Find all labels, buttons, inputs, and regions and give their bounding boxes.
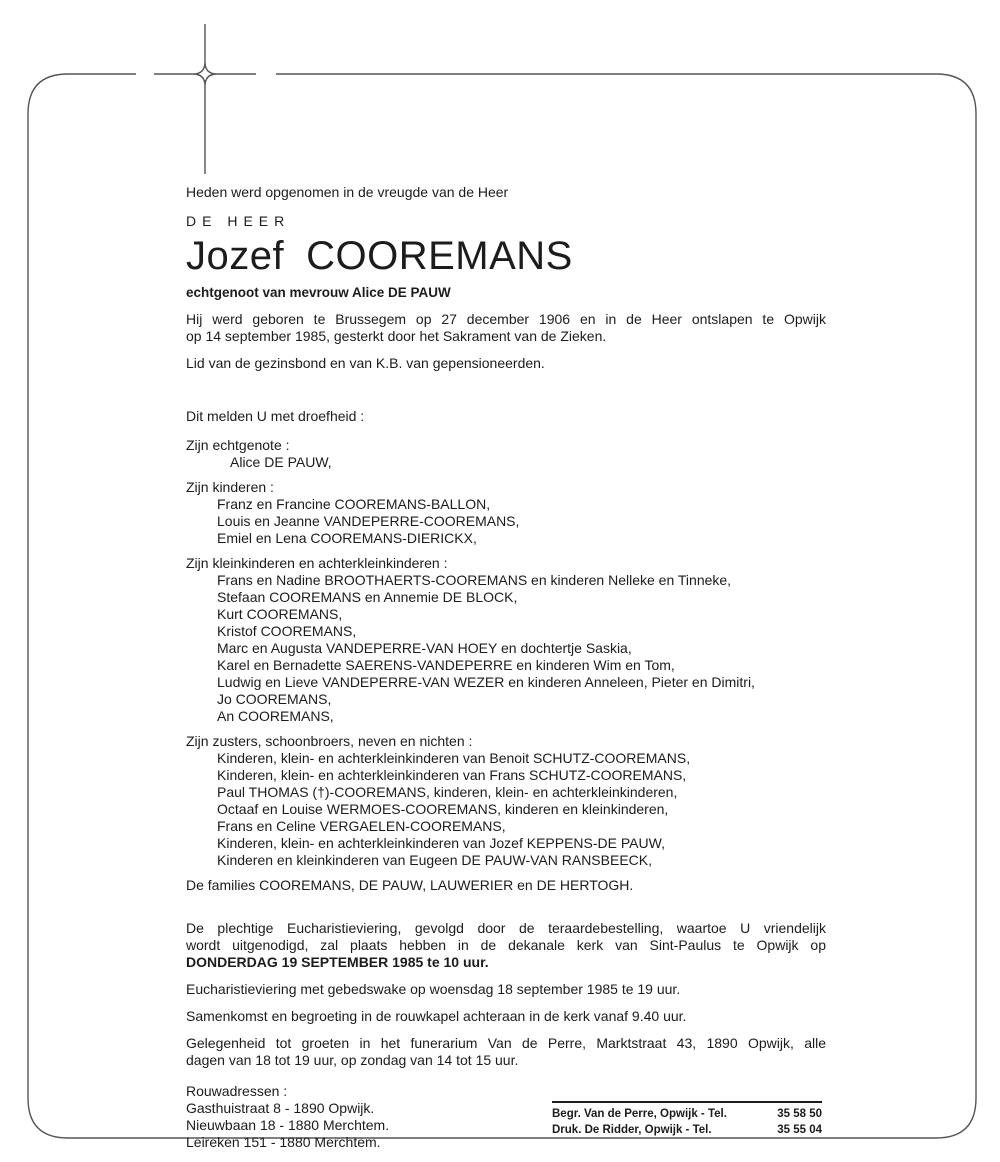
children-list <box>186 496 826 547</box>
list-item: An COOREMANS, <box>217 708 334 724</box>
address-item: Leireken 151 - 1880 Merchtem. <box>186 1134 381 1150</box>
visit-line-2: dagen van 18 tot 19 uur, op zondag van 14 tot 15 uur. <box>186 1052 519 1068</box>
printer-line-2-text: Druk. De Ridder, Opwijk - Tel. <box>552 1124 712 1136</box>
list-item: Kinderen, klein- en achterkleinkinderen van Frans SCHUTZ-COOREMANS, <box>217 767 687 783</box>
list-item: Karel en Bernadette SAERENS-VANDEPERRE en kinderen Wim en Tom, <box>217 657 675 673</box>
visit-line-1: Gelegenheid tot groeten in het funerarium Van de Perre, Marktstraat 43, 1890 Opwijk, alle <box>186 1035 826 1051</box>
printer-line-1-text: Begr. Van de Perre, Opwijk - Tel. <box>552 1108 727 1120</box>
announcement-text: Dit melden U met droefheid : <box>186 408 365 424</box>
list-item: Jo COOREMANS, <box>217 691 332 707</box>
list-item: Kinderen, klein- en achterkleinkinderen van Jozef KEPPENS-DE PAUW, <box>217 835 665 851</box>
addresses-heading: Rouwadressen : <box>186 1083 288 1099</box>
ceremony-line-2: wordt uitgenodigd, zal plaats hebben in de dekanale kerk van Sint-Paulus te Opwijk op <box>186 937 826 953</box>
grandchildren-heading: Zijn kleinkinderen en achterkleinkinderen : <box>186 555 448 571</box>
spouse-name: Alice DE PAUW, <box>230 454 332 470</box>
first-name: Jozef <box>186 234 285 278</box>
ceremony-date: DONDERDAG 19 SEPTEMBER 1985 te 10 uur. <box>186 954 489 970</box>
list-item: Kristof COOREMANS, <box>217 623 357 639</box>
list-item: Octaaf en Louise WERMOES-COOREMANS, kinderen en kleinkinderen, <box>217 801 669 817</box>
list-item: Ludwig en Lieve VANDEPERRE-VAN WEZER en kinderen Anneleen, Pieter en Dimitri, <box>217 674 755 690</box>
siblings-list <box>186 750 826 869</box>
list-item: Franz en Francine COOREMANS-BALLON, <box>217 496 491 512</box>
meeting-text: Samenkomst en begroeting in de rouwkapel achteraan in de kerk vanaf 9.40 uur. <box>186 1008 687 1024</box>
intro-text: Heden werd opgenomen in de vreugde van de Heer <box>186 184 509 200</box>
address-item: Nieuwbaan 18 - 1880 Merchtem. <box>186 1117 390 1133</box>
spouse-line: echtgenoot van mevrouw Alice DE PAUW <box>186 285 451 300</box>
list-item: Marc en Augusta VANDEPERRE-VAN HOEY en dochtertje Saskia, <box>217 640 632 656</box>
list-item: Stefaan COOREMANS en Annemie DE BLOCK, <box>217 589 518 605</box>
children-heading: Zijn kinderen : <box>186 479 274 495</box>
list-item: Frans en Nadine BROOTHAERTS-COOREMANS en kinderen Nelleke en Tinneke, <box>217 572 732 588</box>
birth-line-1: Hij werd geboren te Brussegem op 27 december 1906 en in de Heer ontslapen te Opwijk <box>186 311 826 327</box>
siblings-heading: Zijn zusters, schoonbroers, neven en nichten : <box>186 733 473 749</box>
list-item: Emiel en Lena COOREMANS-DIERICKX, <box>217 530 477 546</box>
membership-text: Lid van de gezinsbond en van K.B. van gepensioneerden. <box>186 355 545 371</box>
printer-line-2 <box>552 1122 822 1138</box>
list-item: Kinderen en kleinkinderen van Eugeen DE PAUW-VAN RANSBEECK, <box>217 852 652 868</box>
spouse-heading: Zijn echtgenote : <box>186 437 290 453</box>
list-item: Kinderen, klein- en achterkleinkinderen van Benoit SCHUTZ-COOREMANS, <box>217 750 691 766</box>
list-item: Paul THOMAS (†)-COOREMANS, kinderen, klein- en achterkleinkinderen, <box>217 784 678 800</box>
list-item: Kurt COOREMANS, <box>217 606 343 622</box>
printer-line-1-phone: 35 58 50 <box>777 1108 822 1120</box>
list-item: Louis en Jeanne VANDEPERRE-COOREMANS, <box>217 513 520 529</box>
surname: COOREMANS <box>306 234 573 278</box>
deceased-name <box>186 234 826 278</box>
vigil-text: Eucharistieviering met gebedswake op woensdag 18 september 1985 te 19 uur. <box>186 981 681 997</box>
printer-line-1 <box>552 1106 822 1122</box>
birth-line-2: op 14 september 1985, gesterkt door het Sakrament van de Zieken. <box>186 328 607 344</box>
families-line: De families COOREMANS, DE PAUW, LAUWERIER en DE HERTOGH. <box>186 877 634 893</box>
grandchildren-list <box>186 572 826 725</box>
list-item: Frans en Celine VERGAELEN-COOREMANS, <box>217 818 506 834</box>
cross-icon <box>154 24 256 174</box>
address-item: Gasthuistraat 8 - 1890 Opwijk. <box>186 1100 375 1116</box>
title-prefix: DE HEER <box>186 213 291 229</box>
ceremony-line-1: De plechtige Eucharistieviering, gevolgd door de teraardebestelling, waartoe U vriendelijk <box>186 920 826 936</box>
printer-credits <box>552 1101 822 1138</box>
notice-body <box>186 184 826 1151</box>
printer-line-2-phone: 35 55 04 <box>777 1124 822 1136</box>
